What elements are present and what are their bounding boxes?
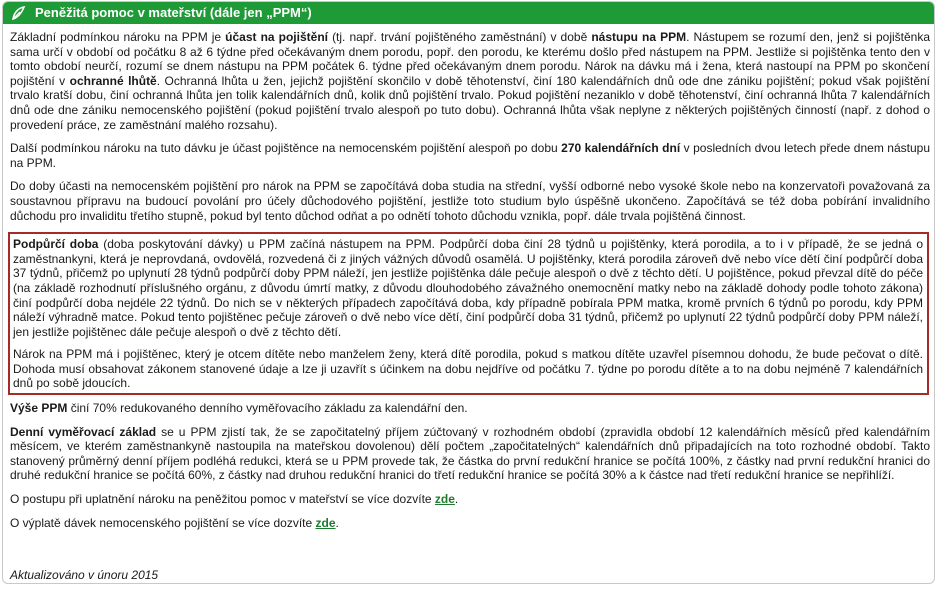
text-run: se u PPM zjistí tak, že se započitatelný příjem zúčtovaný v rozhodném období (zpravidla období 12 kalendářních měsíců před kalendářním měsícem, ve kterém zaměstnankyně nastoupila na mateřskou dovolenou) dělí počtem „započitatelných“ kalendářních dnů připadajících na toto rozhodné období. Takto stanovený průměrný denní příjem podléhá redukci, která se u PPM provede tak, že částka do první redukční hranice se počítá 100%, z částky nad první redukční hranici do druhé redukční hranice se počítá 60%, z částky nad druhou redukční hranici do třetí redukční hranice se počítá 30% a k částce nad třetí redukční hranice se nepřihlíží. [10,424,931,483]
bold-term: 270 kalendářních dní [561,141,681,156]
bold-term: účast na pojištění [225,30,328,44]
text-run: . [454,492,459,507]
bold-term: ochranné lhůtě [69,73,157,88]
text-run: v posledních dvou letech přede dnem nástupu na PPM. [10,141,930,170]
bold-term: Denní vyměřovací základ [10,424,157,439]
bold-term: nástupu na PPM [591,30,687,44]
text-run: činí 70% redukovaného denního vyměřovacího základu za kalendářní den. [67,401,468,416]
paragraph-payout [10,516,930,531]
paragraph-support-period [13,237,923,339]
content-panel [2,1,935,584]
paragraph-father-entitlement [13,347,923,391]
paragraph-study-period [10,179,930,223]
text-run: O výplatě dávek nemocenského pojištění se více dozvíte [10,515,316,530]
panel-header [3,2,934,24]
zde-link[interactable]: zde [434,492,455,507]
text-run: Do doby účasti na nemocenském pojištění pro nárok na PPM se započítává doba studia na střední, vyšší odborné nebo vysoké škole nebo na konzervatoři považovaná za soustavnou přípravu na budoucí povolání pro účely důchodového pojištění, jestliže toto studium bylo úspěšně ukončeno. Započítává se též doba pobírání invalidního důchodu pro invaliditu třetího stupně, pokud byl tento důchod odňat a po odnětí tohoto důchodu vznikla, popř. dále trvala pojištěná činnost. [10,179,930,223]
text-run: O postupu při uplatnění nároku na peněžitou pomoc v mateřství se více dozvíte [10,492,435,507]
highlight-box [8,232,929,395]
bold-term: Podpůrčí doba [13,237,99,252]
paragraph-claim-procedure [10,492,930,507]
text-run: Základní podmínkou nároku na PPM je [10,30,226,44]
text-run: Nárok na PPM má i pojištěnec, který je otcem dítěte nebo manželem ženy, která dítě porodila, pokud s matkou dítěte uzavřel písemnou dohodu, že bude pečovat o dítě. Dohoda musí obsahovat zákonem stanovené údaje a lze ji uzavřít s účinkem na dobu nejdříve od počátku 7. týdne po porodu dítěte a to na dobu nejméně 7 kalendářních dnů po sobě jdoucích. [13,347,923,391]
text-run: Další podmínkou nároku na tuto dávku je účast pojištěnce na nemocenském pojištění alespoň po dobu [10,141,562,156]
paragraph-amount [10,401,930,416]
paragraph-entitlement [10,30,930,132]
article-body [10,30,930,592]
paragraph-daily-base [10,425,930,483]
bold-term: Výše PPM [10,401,68,416]
page-title: Peněžitá pomoc v mateřství (dále jen „PPM“) [35,5,312,20]
text-run: . Ochranná lhůta u žen, jejichž pojištění skončilo v době těhotenství, činí 180 kalendářních dnů ode dne zániku pojištění; pokud však pojištění trvalo kratší dobu, činí ochranná lhůta jen tolik kalendářních dnů, kolik dnů pojištění trvalo. Pokud pojištění nezaniklo v době těhotenství, činí ochranná lhůta 7 kalendářních dnů ode dne zániku nemocenského pojištění (pokud pojištění trvalo alespoň po tuto dobu). Ochranná lhůta však neplyne z některých pojištěných činností (např. z dohod o provedení práce, ze zaměstnání malého rozsahu). [10,73,931,132]
last-updated: Aktualizováno v únoru 2015 [10,568,159,583]
paragraph-insurance-period [10,141,930,170]
zde-link[interactable]: zde [315,515,336,530]
text-run: (tj. např. trvání pojištěného zaměstnání) v době [328,30,592,44]
text-run: . Nástupem se rozumí den, jenž si pojištěnka sama určí v období od počátku 8 až 6 týdne před očekávaným dnem porodu, popř. den porodu, ke kterému došlo před nástupem na PPM. Jestliže si pojištěnka tento den v tomto období neurčí, rozumí se dnem nástupu na PPM počátek 6. týdne před očekávaným dnem porodu. Nárok na dávku má i žena, která nastoupí na PPM po skončení pojištění v [10,30,931,88]
text-run: . [335,515,339,530]
text-run: (doba poskytování dávky) u PPM začíná nástupem na PPM. Podpůrčí doba činí 28 týdnů u pojištěnky, která porodila, a to i v případě, že se jedná o zaměstnankyni, která je neprovdaná, ovdovělá, rozvedená či z jiných vážných důvodů osamělá. U pojištěnky, která porodila zároveň dvě nebo více dětí činí podpůrčí doba 37 týdnů, přičemž po uplynutí 28 týdnů podpůrčí doby PPM náleží, jen jestliže pojištěnka dále pečuje alespoň o dvě z těchto dětí. U pojištěnce, pokud převzal dítě do péče (na základě rozhodnutí příslušného orgánu, z důvodu úmrtí matky, z důvodu dlouhodobého závažného onemocnění matky nebo na základě dohody podle tohoto zákona) činí podpůrčí doba nejdéle 22 týdnů. Do nich se v některých případech započítává doba, kdy případně pobírala PPM matka, kromě prvních 6 týdnů po porodu, kdy PPM náleží výhradně matce. Pokud tento pojištěnec pečuje zároveň o dvě nebo více dětí, činí podpůrčí doba 31 týdnů, přičemž po uplynutí 22 týdnů podpůrčí doby PPM náleží, jen jestliže pojištěnec dále pečuje alespoň o dvě z těchto dětí. [13,237,924,339]
leaf-logo-icon [9,4,27,22]
